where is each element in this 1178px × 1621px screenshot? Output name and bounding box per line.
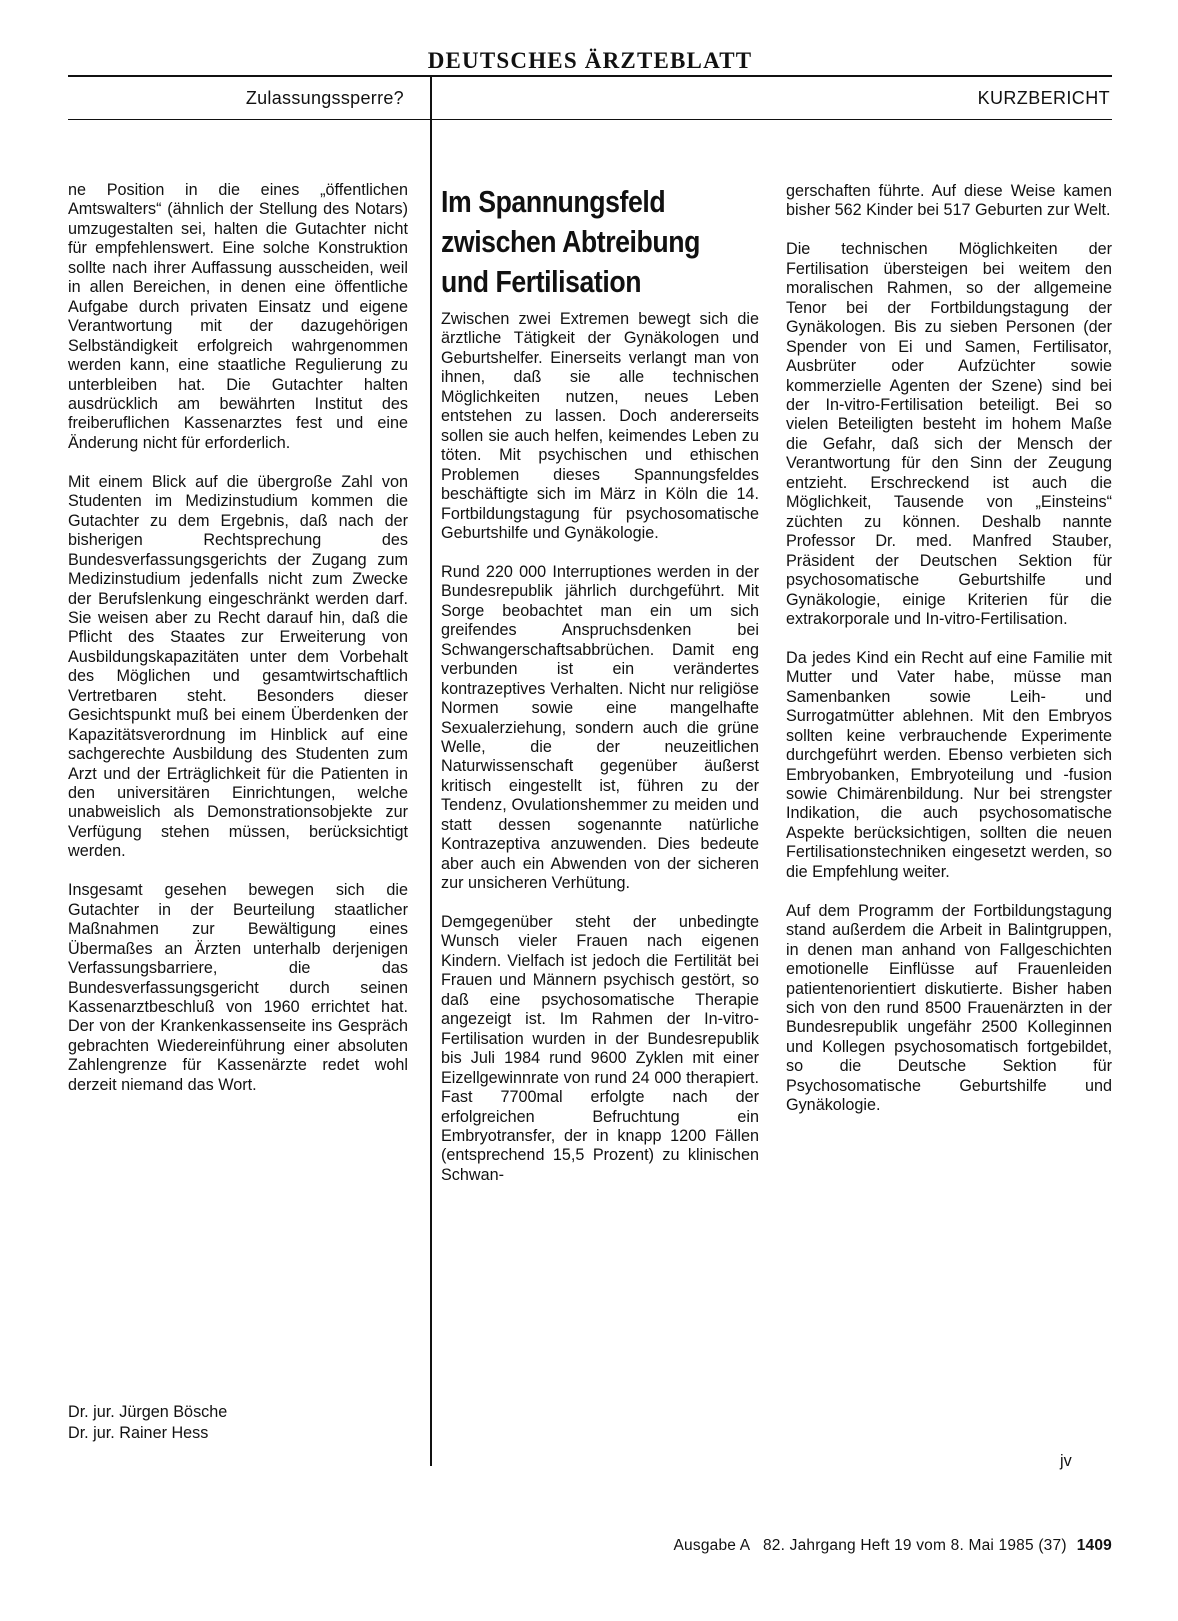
body-paragraph: Demgegenüber steht der unbedingte Wunsch vieler Frauen nach eigenen Kindern. Vielfach ist jedoch die Fertilität bei Frauen und Männern psychisch gestört, so daß eine psychosomatische Therapie angezeigt ist. Im Rahmen der In-vitro-Fertilisation wurden in der Bundesrepublik bis Juli 1984 rund 9600 Zyklen mit einer Eizellgewinnrate von rund 24 000 therapiert. Fast 7700mal erfolgte nach der erfolgreichen Befruchtung ein Embryotransfer, der in knapp 1200 Fällen (entsprechend 15,5 Prozent) zu klinischen Schwan- <box>441 913 759 1184</box>
issue-info: Ausgabe A 82. Jahrgang Heft 19 vom 8. Mai 1985 (37) <box>673 1537 1067 1554</box>
main-article-column-2 <box>786 182 1112 1116</box>
body-paragraph: Mit einem Blick auf die übergroße Zahl von Studenten im Medizinstudium kommen die Gutachter zu dem Ergebnis, daß nach der bisherigen Rechtsprechung des Bundesverfassungsgerichts der Zugang zum Medizinstudium jedenfalls nicht zum Zwecke der Berufslenkung eingeschränkt werden darf. Sie weisen aber zu Recht darauf hin, daß die Pflicht des Staates zur Erweiterung von Ausbildungskapazitäten unter dem Vorbehalt des Möglichen und gesamtwirtschaftlich Vertretbaren steht. Besonders dieser Gesichtspunkt muß bei einem Überdenken der Kapazitätsverordnung im Hinblick auf eine sachgerechte Ausbildung des Studenten zum Arzt und der Erträglichkeit für die Patienten in den universitären Einrichtungen, welche unabweislich als Demonstrationsobjekte zur Verfügung stehen müssen, berücksichtigt werden. <box>68 472 408 861</box>
main-article-column-1 <box>441 310 759 1185</box>
author-name: Dr. jur. Rainer Hess <box>68 1424 209 1442</box>
left-article-column <box>68 181 408 1095</box>
page-number: 1409 <box>1076 1537 1112 1554</box>
body-paragraph: Auf dem Programm der Fortbildungstagung stand außerdem die Arbeit in Balintgruppen, in denen man anhand von Fallgeschichten emotionelle Einflüsse auf Frauenleiden patientenorientiert diskutierte. Bisher haben sich von den rund 8500 Frauenärzten in der Bundesrepublik ungefähr 2500 Kolleginnen und Kollegen psychosomatisch fortgebildet, so die Deutsche Sektion für Psychosomatische Geburtshilfe und Gynäkologie. <box>786 901 1112 1115</box>
body-paragraph: Zwischen zwei Extremen bewegt sich die ärztliche Tätigkeit der Gynäkologen und Geburtshelfer. Einerseits verlangt man von ihnen, daß sie alle technischen Möglichkeiten nutzen, neues Leben entstehen zu lassen. Doch andererseits sollen sie auch helfen, keimendes Leben zu töten. Mit psychischen und ethischen Problemen dieses Spannungsfeldes beschäftigte sich im März in Köln die 14. Fortbildungstagung für psychosomatische Geburtshilfe und Gynäkologie. <box>441 310 759 542</box>
section-rule <box>68 119 1112 120</box>
author-initials: jv <box>1060 1452 1072 1470</box>
column-divider <box>430 76 432 1466</box>
author-signatures <box>68 1402 408 1444</box>
section-label-right: KURZBERICHT <box>977 88 1110 108</box>
body-paragraph: ne Position in die eines „öffentlichen Amtswalters“ (ähnlich der Stellung des Notars) umzugestalten sei, halten die Gutachter nicht für empfehlenswert. Eine solche Konstruktion sollte nach ihrer Auffassung ausscheiden, weil in allen Bereichen, in denen eine öffentliche Aufgabe durch privaten Einsatz und eigene Verantwortung mit der dazugehörigen Selbständigkeit erfolgreich wahrgenommen werden kann, eine staatliche Regulierung zu unterbleiben hat. Die Gutachter halten ausdrücklich am bewährten Institut des freiberuflichen Kassenarztes fest und eine Änderung nicht für erforderlich. <box>68 181 408 452</box>
body-paragraph: Rund 220 000 Interruptiones werden in der Bundesrepublik jährlich durchgeführt. Mit Sorge beobachtet man ein um sich greifendes Anspruchsdenken bei Schwangerschaftsabbrüchen. Damit eng verbunden ist ein verändertes kontrazeptives Verhalten. Nicht nur religiöse Normen sowie eine mangelhafte Sexualerziehung, sondern auch die grüne Welle, die der neuzeitlichen Naturwissenschaft gegenüber äußerst kritisch eingestellt ist, führen zu der Tendenz, Ovulationshemmer zu meiden und statt dessen sogenannte natürliche Kontrazeptiva anzuwenden. Dies bedeute aber auch ein Abwenden von der sicheren zur unsicheren Verhütung. <box>441 562 759 893</box>
section-label-left: Zulassungssperre? <box>245 88 404 108</box>
masthead: DEUTSCHES ÄRZTEBLATT <box>427 48 753 73</box>
page-footer <box>534 1537 1112 1555</box>
header-rule <box>68 75 1112 77</box>
author-name: Dr. jur. Jürgen Bösche <box>68 1403 228 1421</box>
body-paragraph: gerschaften führte. Auf diese Weise kamen bisher 562 Kinder bei 517 Geburten zur Welt. <box>786 182 1112 220</box>
article-headline: Im Spannungsfeld zwischen Abtreibung und Fertilisation <box>441 184 700 299</box>
body-paragraph: Da jedes Kind ein Recht auf eine Familie mit Mutter und Vater habe, müsse man Samenbanken sowie Leih- und Surrogatmütter ablehnen. Mit den Embryos sollten keine verbrauchende Experimente durchgeführt werden. Ebenso verbieten sich Embryobanken, Embryoteilung und -fusion sowie Chimärenbildung. Nur bei strengster Indikation, die auch psychosomatische Aspekte berücksichtigen, sollten die neuen Fertilisationstechniken eingesetzt werden, so die Empfehlung weiter. <box>786 648 1112 881</box>
body-paragraph: Insgesamt gesehen bewegen sich die Gutachter in der Beurteilung staatlicher Maßnahmen zur Bewältigung eines Übermaßes an Ärzten unterhalb derjenigen Verfassungsbarriere, die das Bundesverfassungsgericht durch seinen Kassenarztbeschluß von 1960 errichtet hat. Der von der Krankenkassenseite ins Gespräch gebrachten Wiedereinführung einer absoluten Zahlengrenze für Kassenärzte redet wohl derzeit niemand das Wort. <box>68 881 408 1094</box>
body-paragraph: Die technischen Möglichkeiten der Fertilisation übersteigen bei weitem den moralischen Rahmen, so der allgemeine Tenor bei der Fortbildungstagung der Gynäkologen. Bis zu sieben Personen (der Spender von Ei und Samen, Fertilisator, Ausbrüter oder Aufzüchter sowie kommerzielle Agenten der Szene) sind bei der In-vitro-Fertilisation beteiligt. Bei so vielen Beteiligten besteht im hohem Maße die Gefahr, daß sich der Mensch der Verantwortung für den Sinn der Zeugung entzieht. Erschreckend ist auch die Möglichkeit, Tausende von „Einsteins“ züchten zu können. Deshalb nannte Professor Dr. med. Manfred Stauber, Präsident der Deutschen Sektion für psychosomatische Geburtshilfe und Gynäkologie, einige Kriterien für die extrakorporale und In-vitro-Fertilisation. <box>786 240 1112 628</box>
